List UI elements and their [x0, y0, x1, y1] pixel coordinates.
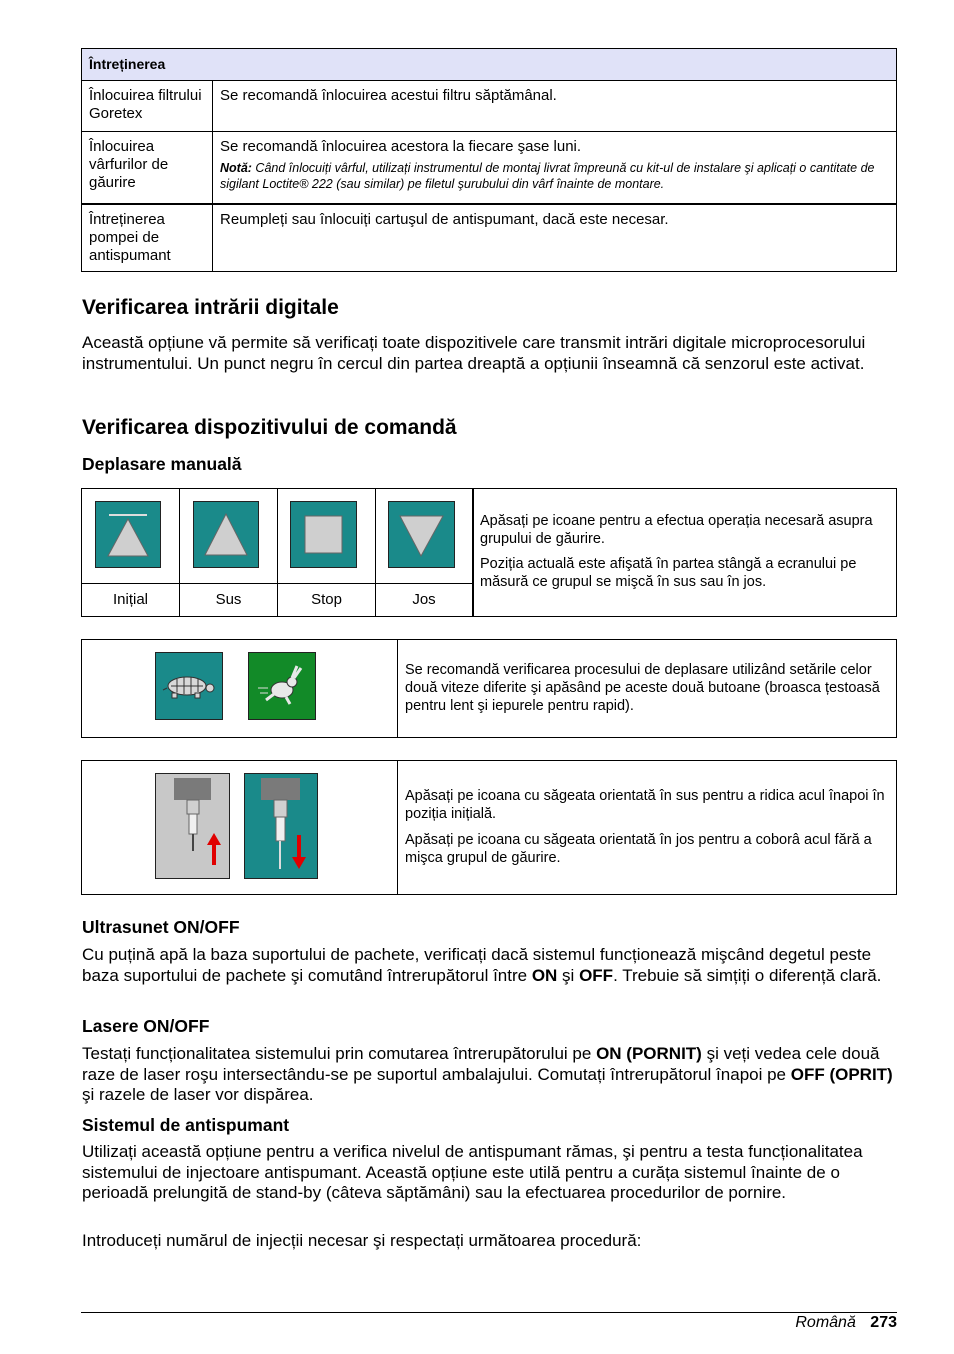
maintenance-note	[220, 160, 889, 192]
label-initial: Inițial	[112, 591, 149, 608]
needle-down-icon[interactable]	[244, 773, 318, 879]
lasers-t1: Testați funcționalitatea sistemului prin comutarea întrerupătorului pe	[82, 1044, 597, 1063]
maintenance-desc: Se recomandă înlocuirea acestui filtru săptămânal.	[213, 81, 897, 132]
footer-page-number: 273	[870, 1314, 897, 1331]
speed-text: Se recomandă verificarea procesului de deplasare utilizând setările celor două viteze diferite şi apăsând pe aceste două butoane (broasca țestoasă pentru lent şi iepurele pentru rapid).	[405, 662, 880, 714]
needle-table	[81, 760, 897, 895]
note-text: Când înlocuiți vârful, utilizați instrumentul de montaj livrat împreună cu kit-ul de instalare şi aplicați o cantitate de sigilant Loctite® 222 (sau similar) pe filetul şurubului din vârf înainte de montare.	[220, 161, 875, 191]
antifoam-p1: Utilizați această opțiune pentru a verifica nivelul de antispumant rămas, şi pentru a testa funcționalitatea sistemului de injectoare antispumant. Această opțiune este utilă pentru a curăța sistemul înainte de o perioadă prelungită de stand-by (câteva săptămâni) sau la efectuarea procedurilor de pornire.	[82, 1142, 863, 1202]
home-icon[interactable]	[95, 501, 161, 568]
maintenance-desc-cell	[213, 132, 897, 204]
lasers-b1: ON (PORNIT)	[596, 1044, 702, 1063]
label-up: Sus	[215, 591, 242, 608]
control-title: Verificarea dispozitivului de comandă	[82, 416, 457, 439]
manual-text-1: Apăsați pe icoane pentru a efectua operația necesară asupra grupului de găurire.	[480, 513, 873, 547]
digital-input-text: Această opțiune vă permite să verificați toate dispozitivele care transmit intrări digitale microprocesorului instrumentului. Un punct negru în cercul din partea dreaptă a opțiunii înseamnă că senzorul este activat.	[82, 333, 866, 373]
maintenance-header: Întreținerea	[82, 49, 897, 81]
maintenance-desc: Reumpleți sau înlocuiți cartuşul de antispumant, dacă este necesar.	[213, 204, 897, 272]
maintenance-desc: Se recomandă înlocuirea acestora la fiecare şase luni.	[220, 138, 582, 155]
ultrasound-t1: Cu puțină apă la baza suportului de pachete, verificați dacă sistemul funcționează mişcând degetul peste baza suportului de pachete şi comutând întrerupătorul între	[82, 945, 872, 985]
turtle-icon[interactable]	[155, 652, 223, 720]
manual-title: Deplasare manuală	[82, 454, 242, 474]
ultrasound-t3: . Trebuie să simțiți o diferență clară.	[613, 965, 882, 985]
ultrasound-b1: ON	[531, 965, 558, 985]
manual-text-2: Poziția actuală este afişată în partea stângă a ecranului pe măsură ce grupul se mişcă în sus sau în jos.	[480, 556, 857, 590]
ultrasound-t2: şi	[557, 965, 580, 985]
speed-table	[81, 639, 897, 738]
ultrasound-title: Ultrasunet ON/OFF	[82, 917, 240, 937]
antifoam-title: Sistemul de antispumant	[82, 1115, 290, 1135]
up-icon[interactable]	[193, 501, 259, 568]
lasers-t2: şi veți vedea cele două raze de laser roşu intersectându-se pe suportul ambalajului. Comutați întrerupătorul înapoi pe	[82, 1044, 880, 1084]
maintenance-item: Înlocuirea vârfurilor de găurire	[82, 132, 213, 204]
needle-text-2: Apăsați pe icoana cu săgeata orientată în jos pentru a coborâ acul fără a mişca grupul de găurire.	[405, 832, 872, 866]
manual-table	[81, 488, 897, 617]
footer-rule	[81, 1312, 897, 1313]
maintenance-item: Înlocuirea filtrului Goretex	[82, 81, 213, 132]
note-label: Notă:	[220, 161, 252, 175]
label-stop: Stop	[311, 591, 342, 608]
needle-text-1: Apăsați pe icoana cu săgeata orientată în sus pentru a ridica acul înapoi în poziția inițială.	[405, 788, 885, 822]
maintenance-item: Întreținerea pompei de antispumant	[82, 204, 213, 272]
footer	[795, 1313, 897, 1333]
rabbit-icon[interactable]	[248, 652, 316, 720]
digital-input-title: Verificarea intrării digitale	[82, 296, 339, 319]
antifoam-p2: Introduceți numărul de injecții necesar şi respectați următoarea procedură:	[82, 1231, 642, 1250]
needle-up-icon[interactable]	[155, 773, 230, 879]
lasers-title: Lasere ON/OFF	[82, 1016, 210, 1036]
maintenance-table	[81, 48, 897, 272]
footer-language: Română	[795, 1314, 856, 1331]
lasers-b2: OFF (OPRIT)	[790, 1064, 893, 1084]
ultrasound-b2: OFF	[579, 965, 614, 985]
down-icon[interactable]	[388, 501, 455, 568]
lasers-t3: şi razele de laser vor dispărea.	[82, 1085, 314, 1104]
lasers-text	[82, 1044, 897, 1106]
stop-icon[interactable]	[290, 501, 357, 568]
label-down: Jos	[412, 591, 436, 608]
ultrasound-text	[82, 945, 897, 986]
